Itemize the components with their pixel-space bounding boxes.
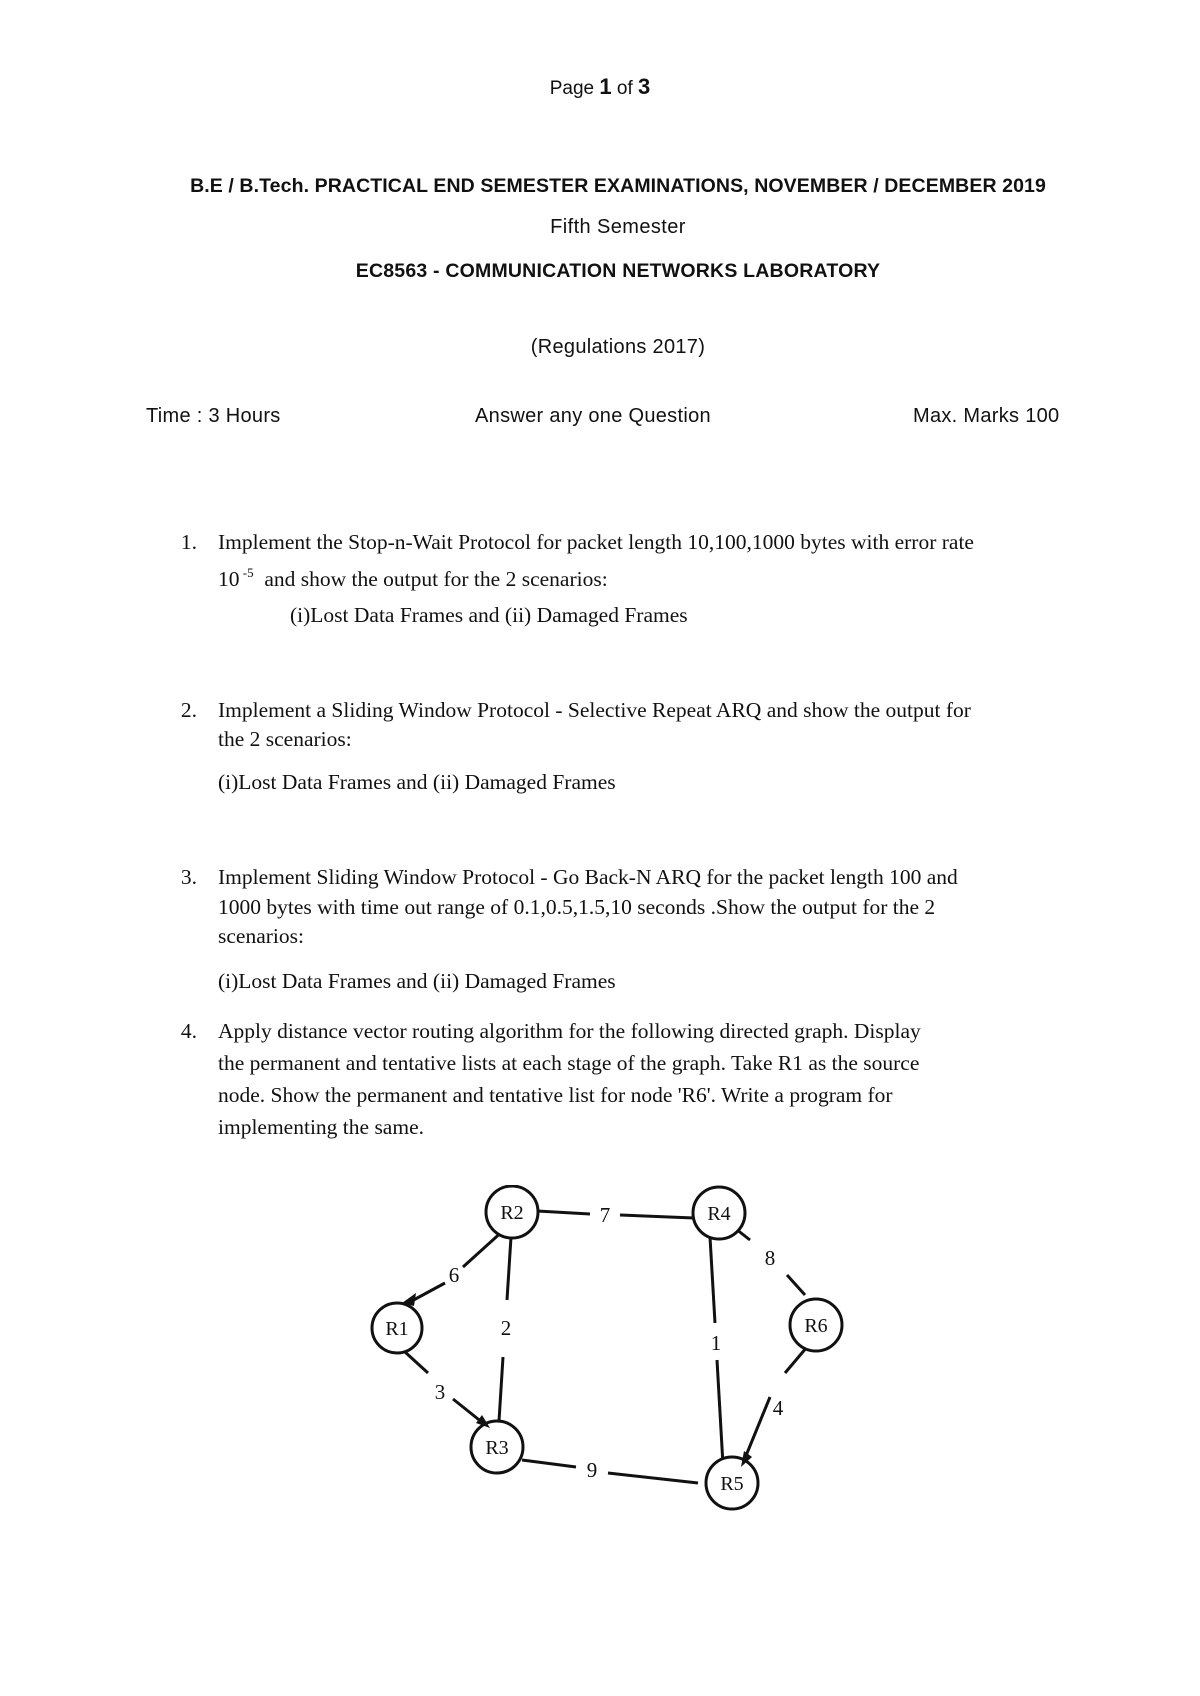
edge-r6-r5-a [785, 1347, 807, 1373]
question-4-line-2: the permanent and tentative lists at each stage of the graph. Take R1 as the source [218, 1051, 920, 1075]
edge-r2-r3-a [507, 1237, 511, 1300]
question-3-scenarios: (i)Lost Data Frames and (ii) Damaged Frames [218, 969, 616, 993]
instruction: Answer any one Question [475, 405, 711, 427]
edge-r2-r4 [537, 1211, 590, 1214]
question-4-line-4: implementing the same. [218, 1115, 424, 1139]
node-r5-label: R5 [720, 1473, 744, 1495]
question-1-line-2-rest: and show the output for the 2 scenarios: [253, 567, 608, 591]
question-2-line-2: the 2 scenarios: [218, 727, 352, 751]
question-1-scenarios: (i)Lost Data Frames and (ii) Damaged Frames [290, 603, 688, 627]
question-3-line-3: scenarios: [218, 924, 304, 948]
exam-title: B.E / B.Tech. PRACTICAL END SEMESTER EXAMINATIONS, NOVEMBER / DECEMBER 2019 [190, 175, 1046, 197]
graph-edges [405, 1211, 807, 1483]
node-r3-label: R3 [485, 1437, 509, 1459]
weight-r6-r5: 4 [772, 1396, 784, 1420]
weight-r3-r5: 9 [586, 1458, 598, 1482]
page-number [0, 74, 1200, 100]
node-r1-label: R1 [385, 1318, 409, 1340]
question-1-number: 1. [180, 530, 197, 554]
edge-r3-r5-a [522, 1460, 576, 1467]
node-r6-label: R6 [804, 1315, 828, 1337]
course-title: EC8563 - COMMUNICATION NETWORKS LABORATORY [355, 260, 881, 282]
weight-r4-r6: 8 [764, 1246, 776, 1270]
edge-r4-r5-b [717, 1360, 723, 1465]
question-4-line-1: Apply distance vector routing algorithm for the following directed graph. Display [218, 1019, 921, 1043]
question-2-number: 2. [180, 698, 197, 722]
edge-r3-r5-b [608, 1473, 698, 1483]
weight-r1-r3: 3 [434, 1380, 446, 1404]
edge-r6-r5-b [743, 1397, 770, 1463]
page-total: 3 [638, 74, 651, 99]
question-2-line-1: Implement a Sliding Window Protocol - Selective Repeat ARQ and show the output for [218, 698, 971, 722]
question-1-line-2 [218, 558, 1098, 594]
question-2-scenarios: (i)Lost Data Frames and (ii) Damaged Frames [218, 770, 616, 794]
page-prefix: Page [549, 78, 600, 99]
question-4-number: 4. [180, 1019, 197, 1043]
arrowheads [402, 1293, 752, 1467]
question-3-line-1: Implement Sliding Window Protocol - Go Back-N ARQ for the packet length 100 and [218, 865, 958, 889]
node-r2-label: R2 [500, 1202, 524, 1224]
question-3-number: 3. [180, 865, 197, 889]
question-4-line-3: node. Show the permanent and tentative list for node 'R6'. Write a program for [218, 1083, 893, 1107]
question-3-line-2: 1000 bytes with time out range of 0.1,0.5,1.5,10 seconds .Show the output for the 2 [218, 895, 936, 919]
page-current: 1 [599, 74, 612, 99]
max-marks: Max. Marks 100 [913, 405, 1060, 427]
weight-r1-r2: 6 [448, 1263, 460, 1287]
edge-r2-r4-b [620, 1215, 694, 1218]
time-allowed: Time : 3 Hours [146, 405, 281, 427]
regulations: (Regulations 2017) [530, 336, 706, 358]
graph-nodes [372, 1186, 842, 1509]
question-1-line-1: Implement the Stop-n-Wait Protocol for packet length 10,100,1000 bytes with error rate [218, 530, 974, 554]
page-of: of [611, 78, 639, 99]
weight-r2-r3: 2 [500, 1316, 512, 1340]
weight-r2-r4: 7 [599, 1203, 611, 1227]
semester: Fifth Semester [550, 216, 686, 238]
edge-r4-r6-b [787, 1275, 805, 1295]
edge-r4-r5-a [710, 1237, 715, 1323]
edge-r2-r3-b [499, 1357, 503, 1421]
edge-r1-r3-b [453, 1399, 483, 1423]
error-rate-base: 10 [218, 567, 240, 591]
error-rate-exponent: -5 [239, 565, 254, 580]
edge-r1-r3-a [405, 1352, 428, 1373]
node-r4-label: R4 [707, 1203, 731, 1225]
weight-r4-r5: 1 [710, 1331, 722, 1355]
network-graph [360, 1185, 860, 1525]
